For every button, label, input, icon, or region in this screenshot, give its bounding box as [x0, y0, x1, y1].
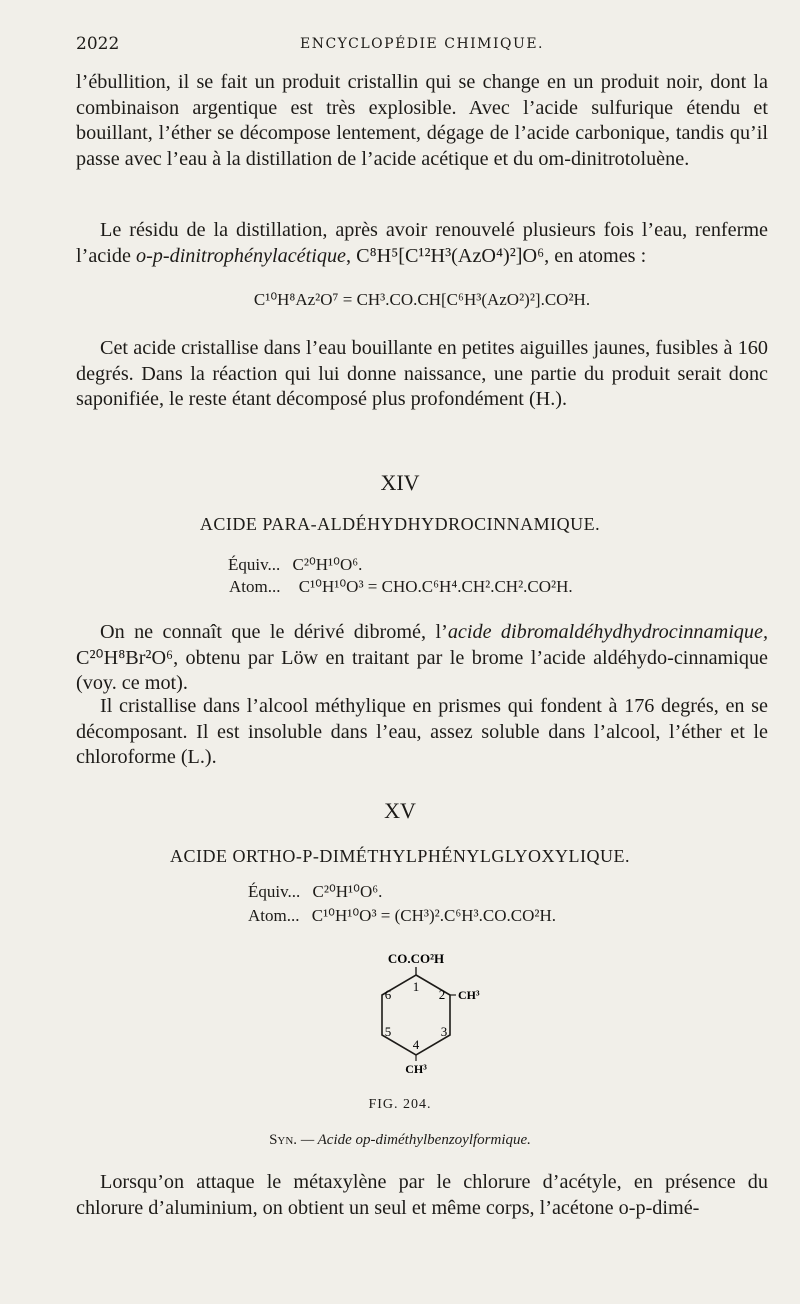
- paragraph-derive-dibrome: [76, 620, 768, 697]
- position-2: 2: [438, 987, 446, 1002]
- equiv-label: Équiv...: [228, 555, 281, 574]
- synonym-label: Syn.: [269, 1132, 298, 1148]
- position-6: 6: [384, 987, 392, 1002]
- position-3: 3: [440, 1024, 448, 1039]
- substituent-top: CO.CO²H: [387, 951, 445, 966]
- synonym-text: — Acide op-diméthylbenzoylformique.: [300, 1132, 531, 1148]
- equiv-formula: C²⁰H¹⁰O⁶.: [312, 882, 383, 901]
- page-header: [76, 34, 768, 58]
- atom-label: Atom...: [229, 577, 281, 596]
- text-run: Le résidu de la distillation, après avoir renouvelé plusieurs fois l’eau, renferme l’acide: [76, 219, 768, 267]
- position-4: 4: [412, 1037, 420, 1052]
- text-run: C²⁰H⁸Br²O⁶, obtenu par Löw en traitant par le brome l’acide aldéhydo-cinnamique (voy. ce mot).: [76, 646, 768, 694]
- section-number: XIV: [380, 470, 420, 495]
- paragraph-text: [76, 620, 768, 697]
- substituent-right: CH³: [458, 988, 480, 1002]
- paragraph-text: l’ébullition, il se fait un produit cristallin qui se change en un produit noir, dont la combinaison argentique est très explosible. Avec l’acide sulfurique étendu et bouillant, l’éther se décompose lentement, dégage de l’acide carbonique, tandis qu’il passe avec l’eau à la distillation de l’acide acétique et du om-dinitrotoluène.: [76, 71, 768, 170]
- position-1: 1: [412, 979, 420, 994]
- paragraph-text: Il cristallise dans l’alcool méthylique en prismes qui fondent à 176 degrés, en se décomposant. Il est insoluble dans l’eau, assez soluble dans l’alcool, l’éther et le chloroforme (L.).: [76, 695, 768, 768]
- section-title: ACIDE ORTHO-P-DIMÉTHYLPHÉNYLGLYOXYLIQUE.: [169, 846, 631, 866]
- compound-name: acide dibromaldéhydhydrocinnamique,: [447, 621, 768, 643]
- equiv-label: Équiv...: [248, 882, 301, 901]
- paragraph-ebullition: [76, 70, 768, 172]
- paragraph-text: Lorsqu’on attaque le métaxylène par le chlorure d’acétyle, en présence du chlorure d’aluminium, on obtient un seul et même corps, l’acétone o-p-dimé-: [76, 1171, 768, 1219]
- section-title: ACIDE PARA-ALDÉHYDHYDROCINNAMIQUE.: [199, 514, 601, 534]
- paragraph-cristallise: [76, 336, 768, 413]
- equiv-row: [248, 882, 382, 902]
- equiv-formula: C²⁰H¹⁰O⁶.: [292, 555, 363, 574]
- equiv-row: [228, 555, 362, 575]
- atom-row: [248, 906, 556, 926]
- synonym-line: [0, 1132, 800, 1149]
- paragraph-alcool: [76, 694, 768, 771]
- compound-name: o-p-dinitrophénylacétique: [135, 244, 347, 267]
- position-5: 5: [384, 1024, 392, 1039]
- atom-formula: C¹⁰H¹⁰O³ = (CH³)².C⁶H³.CO.CO²H.: [311, 906, 557, 925]
- atom-row: [229, 577, 573, 597]
- paragraph-metaxylene: [76, 1170, 768, 1221]
- compound-formula: , C⁸H⁵[C¹²H³(AzO⁴)²]O⁶, en atomes :: [346, 244, 647, 267]
- benzene-ring-diagram: [340, 945, 500, 1085]
- page-number: 2022: [76, 34, 120, 54]
- paragraph-text: Cet acide cristallise dans l’eau bouillante en petites aiguilles jaunes, fusibles à 160 degrés. Dans la réaction qui lui donne naissance, une partie du produit serait donc saponifiée, le reste étant décomposé plus profondément (H.).: [76, 337, 768, 410]
- paragraph-residu: [76, 218, 768, 269]
- running-title: ENCYCLOPÉDIE CHIMIQUE.: [300, 36, 544, 52]
- figure-caption: FIG. 204.: [368, 1097, 432, 1112]
- substituent-bottom: CH³: [405, 1062, 427, 1076]
- atom-label: Atom...: [248, 906, 300, 925]
- atom-formula: C¹⁰H¹⁰O³ = CHO.C⁶H⁴.CH².CH².CO²H.: [298, 577, 573, 596]
- text-run: On ne connaît que le dérivé dibromé, l’: [100, 621, 448, 643]
- paragraph-text: [76, 218, 768, 269]
- formula-atoms: C¹⁰H⁸Az²O⁷ = CH³.CO.CH[C⁶H³(AzO²)²].CO²H.: [253, 290, 591, 309]
- section-number: XV: [384, 798, 416, 823]
